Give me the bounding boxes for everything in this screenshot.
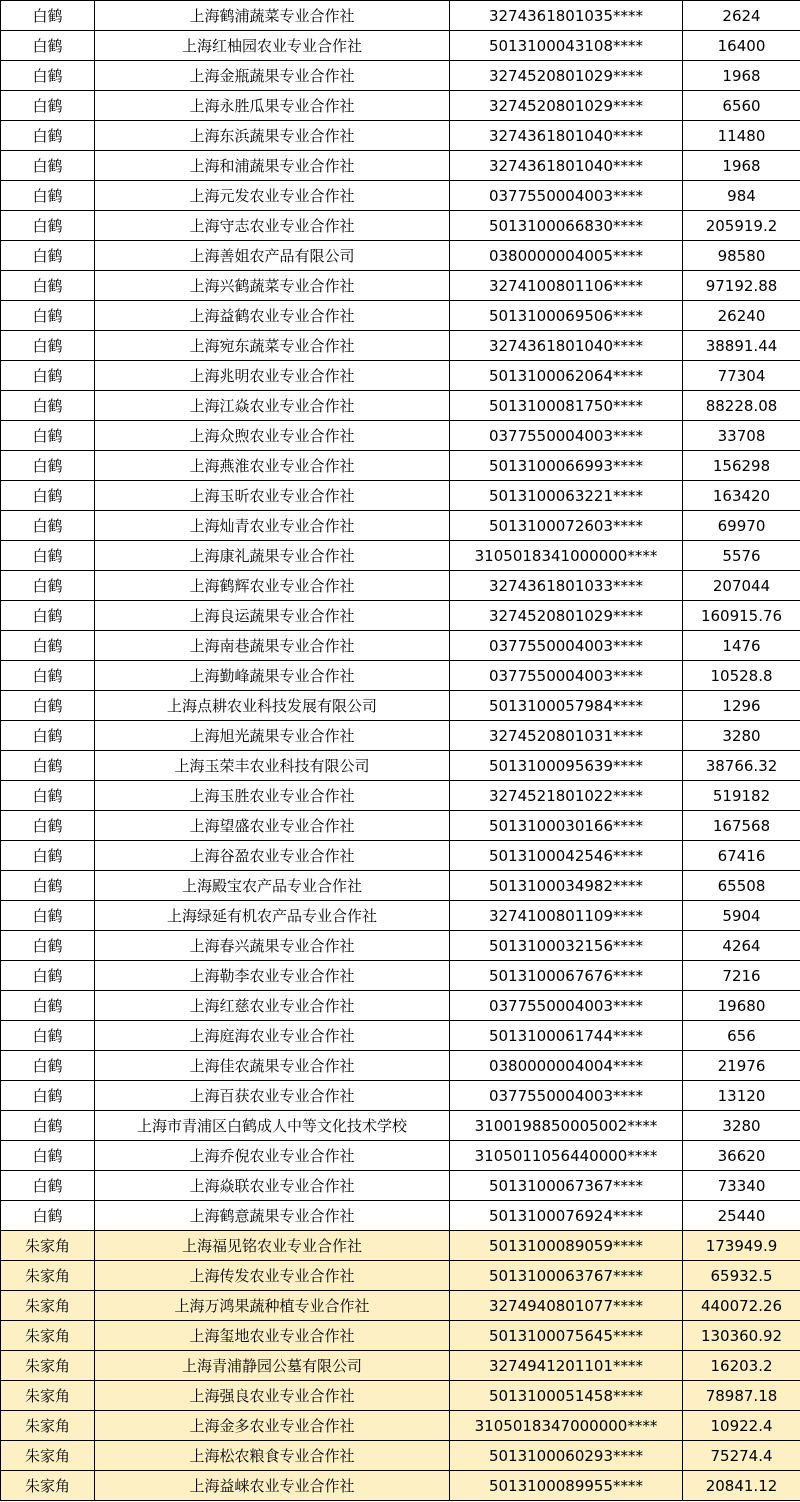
table-row — [1, 1171, 800, 1201]
account-cell: 3274361801035**** — [450, 1, 683, 31]
table-row — [1, 1471, 800, 1501]
amount-cell: 1476 — [683, 631, 800, 661]
amount-cell: 656 — [683, 1021, 800, 1051]
account-cell: 3105018341000000**** — [450, 541, 683, 571]
amount-cell: 78987.18 — [683, 1381, 800, 1411]
table-row — [1, 571, 800, 601]
account-cell: 5013100060293**** — [450, 1441, 683, 1471]
amount-cell: 3280 — [683, 721, 800, 751]
town-cell: 白鹤 — [1, 1, 95, 31]
amount-cell: 65508 — [683, 871, 800, 901]
account-cell: 0380000004004**** — [450, 1051, 683, 1081]
table-row — [1, 661, 800, 691]
table-row — [1, 841, 800, 871]
account-cell: 5013100066830**** — [450, 211, 683, 241]
town-cell: 白鹤 — [1, 481, 95, 511]
amount-cell: 77304 — [683, 361, 800, 391]
org-name-cell: 上海金多农业专业合作社 — [95, 1411, 450, 1441]
table-row — [1, 961, 800, 991]
table-row — [1, 271, 800, 301]
account-cell: 0380000004005**** — [450, 241, 683, 271]
table-row — [1, 721, 800, 751]
amount-cell: 984 — [683, 181, 800, 211]
town-cell: 白鹤 — [1, 691, 95, 721]
town-cell: 白鹤 — [1, 901, 95, 931]
account-cell: 3274521801022**** — [450, 781, 683, 811]
account-cell: 3274520801031**** — [450, 721, 683, 751]
account-cell: 5013100032156**** — [450, 931, 683, 961]
amount-cell: 36620 — [683, 1141, 800, 1171]
org-name-cell: 上海东浜蔬果专业合作社 — [95, 121, 450, 151]
account-cell: 5013100063767**** — [450, 1261, 683, 1291]
town-cell: 白鹤 — [1, 571, 95, 601]
amount-cell: 65932.5 — [683, 1261, 800, 1291]
town-cell: 白鹤 — [1, 811, 95, 841]
town-cell: 白鹤 — [1, 61, 95, 91]
amount-cell: 25440 — [683, 1201, 800, 1231]
table-row — [1, 1021, 800, 1051]
table-row — [1, 31, 800, 61]
org-name-cell: 上海百获农业专业合作社 — [95, 1081, 450, 1111]
org-name-cell: 上海玺地农业专业合作社 — [95, 1321, 450, 1351]
amount-cell: 67416 — [683, 841, 800, 871]
amount-cell: 13120 — [683, 1081, 800, 1111]
table-row — [1, 1, 800, 31]
table-row — [1, 811, 800, 841]
org-name-cell: 上海红柚园农业专业合作社 — [95, 31, 450, 61]
account-cell: 0377550004003**** — [450, 421, 683, 451]
org-name-cell: 上海灿青农业专业合作社 — [95, 511, 450, 541]
org-name-cell: 上海万鸿果蔬种植专业合作社 — [95, 1291, 450, 1321]
town-cell: 白鹤 — [1, 211, 95, 241]
account-cell: 3274361801040**** — [450, 121, 683, 151]
town-cell: 白鹤 — [1, 1141, 95, 1171]
table-row — [1, 61, 800, 91]
org-name-cell: 上海勒李农业专业合作社 — [95, 961, 450, 991]
table-row — [1, 1381, 800, 1411]
account-cell: 3100198850005002**** — [450, 1111, 683, 1141]
amount-cell: 167568 — [683, 811, 800, 841]
table-row — [1, 301, 800, 331]
town-cell: 白鹤 — [1, 361, 95, 391]
org-name-cell: 上海善姐农产品有限公司 — [95, 241, 450, 271]
town-cell: 白鹤 — [1, 661, 95, 691]
town-cell: 朱家角 — [1, 1441, 95, 1471]
account-cell: 3274940801077**** — [450, 1291, 683, 1321]
account-cell: 0377550004003**** — [450, 661, 683, 691]
amount-cell: 3280 — [683, 1111, 800, 1141]
org-name-cell: 上海红慈农业专业合作社 — [95, 991, 450, 1021]
town-cell: 白鹤 — [1, 1201, 95, 1231]
table-row — [1, 511, 800, 541]
account-cell: 3274100801106**** — [450, 271, 683, 301]
amount-cell: 440072.26 — [683, 1291, 800, 1321]
table-row — [1, 931, 800, 961]
town-cell: 白鹤 — [1, 541, 95, 571]
amount-cell: 207044 — [683, 571, 800, 601]
amount-cell: 11480 — [683, 121, 800, 151]
account-cell: 0377550004003**** — [450, 181, 683, 211]
org-name-cell: 上海南巷蔬果专业合作社 — [95, 631, 450, 661]
amount-cell: 97192.88 — [683, 271, 800, 301]
table-row — [1, 451, 800, 481]
town-cell: 白鹤 — [1, 601, 95, 631]
org-name-cell: 上海谷盈农业专业合作社 — [95, 841, 450, 871]
town-cell: 白鹤 — [1, 331, 95, 361]
town-cell: 白鹤 — [1, 931, 95, 961]
org-name-cell: 上海玉胜农业专业合作社 — [95, 781, 450, 811]
amount-cell: 19680 — [683, 991, 800, 1021]
account-cell: 5013100072603**** — [450, 511, 683, 541]
org-name-cell: 上海绿延有机农产品专业合作社 — [95, 901, 450, 931]
amount-cell: 33708 — [683, 421, 800, 451]
town-cell: 白鹤 — [1, 511, 95, 541]
town-cell: 白鹤 — [1, 421, 95, 451]
amount-cell: 2624 — [683, 1, 800, 31]
account-cell: 3274520801029**** — [450, 601, 683, 631]
org-name-cell: 上海鹤意蔬果专业合作社 — [95, 1201, 450, 1231]
org-name-cell: 上海兆明农业专业合作社 — [95, 361, 450, 391]
town-cell: 白鹤 — [1, 31, 95, 61]
account-cell: 5013100075645**** — [450, 1321, 683, 1351]
account-cell: 3274520801029**** — [450, 61, 683, 91]
org-name-cell: 上海青浦静园公墓有限公司 — [95, 1351, 450, 1381]
account-cell: 3274361801040**** — [450, 151, 683, 181]
town-cell: 朱家角 — [1, 1261, 95, 1291]
org-name-cell: 上海金瓶蔬果专业合作社 — [95, 61, 450, 91]
table-body — [1, 1, 800, 1501]
amount-cell: 26240 — [683, 301, 800, 331]
town-cell: 白鹤 — [1, 91, 95, 121]
amount-cell: 5904 — [683, 901, 800, 931]
org-name-cell: 上海佳农蔬果专业合作社 — [95, 1051, 450, 1081]
org-name-cell: 上海松农粮食专业合作社 — [95, 1441, 450, 1471]
org-name-cell: 上海鹤辉农业专业合作社 — [95, 571, 450, 601]
town-cell: 白鹤 — [1, 991, 95, 1021]
account-cell: 5013100067367**** — [450, 1171, 683, 1201]
table-row — [1, 481, 800, 511]
town-cell: 白鹤 — [1, 271, 95, 301]
town-cell: 白鹤 — [1, 721, 95, 751]
town-cell: 白鹤 — [1, 181, 95, 211]
org-name-cell: 上海福见铭农业专业合作社 — [95, 1231, 450, 1261]
account-cell: 5013100081750**** — [450, 391, 683, 421]
account-cell: 5013100063221**** — [450, 481, 683, 511]
account-cell: 5013100043108**** — [450, 31, 683, 61]
table-row — [1, 211, 800, 241]
town-cell: 朱家角 — [1, 1321, 95, 1351]
town-cell: 朱家角 — [1, 1381, 95, 1411]
org-name-cell: 上海旭光蔬果专业合作社 — [95, 721, 450, 751]
amount-cell: 98580 — [683, 241, 800, 271]
table-row — [1, 751, 800, 781]
table-row — [1, 991, 800, 1021]
account-cell: 3105018347000000**** — [450, 1411, 683, 1441]
town-cell: 朱家角 — [1, 1231, 95, 1261]
table-row — [1, 1081, 800, 1111]
table-row — [1, 1321, 800, 1351]
org-name-cell: 上海兴鹤蔬菜专业合作社 — [95, 271, 450, 301]
account-cell: 0377550004003**** — [450, 631, 683, 661]
org-name-cell: 上海永胜瓜果专业合作社 — [95, 91, 450, 121]
org-name-cell: 上海益崃农业专业合作社 — [95, 1471, 450, 1501]
table-row — [1, 151, 800, 181]
table-row — [1, 601, 800, 631]
town-cell: 白鹤 — [1, 151, 95, 181]
org-name-cell: 上海和浦蔬果专业合作社 — [95, 151, 450, 181]
org-name-cell: 上海江焱农业专业合作社 — [95, 391, 450, 421]
amount-cell: 10528.8 — [683, 661, 800, 691]
table-row — [1, 121, 800, 151]
org-name-cell: 上海玉荣丰农业科技有限公司 — [95, 751, 450, 781]
account-cell: 3274100801109**** — [450, 901, 683, 931]
amount-cell: 160915.76 — [683, 601, 800, 631]
account-cell: 5013100061744**** — [450, 1021, 683, 1051]
table-row — [1, 181, 800, 211]
town-cell: 白鹤 — [1, 391, 95, 421]
amount-cell: 20841.12 — [683, 1471, 800, 1501]
town-cell: 朱家角 — [1, 1411, 95, 1441]
org-name-cell: 上海宛东蔬菜专业合作社 — [95, 331, 450, 361]
amount-cell: 69970 — [683, 511, 800, 541]
amount-cell: 163420 — [683, 481, 800, 511]
amount-cell: 16400 — [683, 31, 800, 61]
table-row — [1, 1411, 800, 1441]
amount-cell: 6560 — [683, 91, 800, 121]
town-cell: 白鹤 — [1, 1171, 95, 1201]
amount-cell: 75274.4 — [683, 1441, 800, 1471]
org-name-cell: 上海众煦农业专业合作社 — [95, 421, 450, 451]
account-cell: 5013100089059**** — [450, 1231, 683, 1261]
amount-cell: 1296 — [683, 691, 800, 721]
town-cell: 白鹤 — [1, 781, 95, 811]
org-name-cell: 上海望盛农业专业合作社 — [95, 811, 450, 841]
town-cell: 白鹤 — [1, 301, 95, 331]
org-name-cell: 上海康礼蔬果专业合作社 — [95, 541, 450, 571]
town-cell: 白鹤 — [1, 751, 95, 781]
amount-cell: 205919.2 — [683, 211, 800, 241]
table-row — [1, 871, 800, 901]
town-cell: 白鹤 — [1, 961, 95, 991]
account-cell: 3274520801029**** — [450, 91, 683, 121]
table-row — [1, 1051, 800, 1081]
org-name-cell: 上海元发农业专业合作社 — [95, 181, 450, 211]
town-cell: 白鹤 — [1, 121, 95, 151]
account-cell: 5013100057984**** — [450, 691, 683, 721]
org-name-cell: 上海益鹤农业专业合作社 — [95, 301, 450, 331]
account-cell: 5013100095639**** — [450, 751, 683, 781]
amount-cell: 130360.92 — [683, 1321, 800, 1351]
account-cell: 5013100069506**** — [450, 301, 683, 331]
amount-cell: 173949.9 — [683, 1231, 800, 1261]
account-cell: 0377550004003**** — [450, 1081, 683, 1111]
amount-cell: 519182 — [683, 781, 800, 811]
org-name-cell: 上海殿宝农产品专业合作社 — [95, 871, 450, 901]
table-row — [1, 1201, 800, 1231]
town-cell: 朱家角 — [1, 1351, 95, 1381]
town-cell: 白鹤 — [1, 241, 95, 271]
town-cell: 白鹤 — [1, 451, 95, 481]
amount-cell: 1968 — [683, 61, 800, 91]
account-cell: 5013100034982**** — [450, 871, 683, 901]
table-row — [1, 1441, 800, 1471]
amount-cell: 156298 — [683, 451, 800, 481]
org-name-cell: 上海燕淮农业专业合作社 — [95, 451, 450, 481]
amount-cell: 38891.44 — [683, 331, 800, 361]
org-name-cell: 上海庭海农业专业合作社 — [95, 1021, 450, 1051]
org-name-cell: 上海玉昕农业专业合作社 — [95, 481, 450, 511]
table-row — [1, 241, 800, 271]
org-name-cell: 上海强良农业专业合作社 — [95, 1381, 450, 1411]
table-row — [1, 91, 800, 121]
account-cell: 5013100042546**** — [450, 841, 683, 871]
account-cell: 5013100089955**** — [450, 1471, 683, 1501]
town-cell: 白鹤 — [1, 841, 95, 871]
org-name-cell: 上海良运蔬果专业合作社 — [95, 601, 450, 631]
amount-cell: 5576 — [683, 541, 800, 571]
table-row — [1, 1261, 800, 1291]
amount-cell: 4264 — [683, 931, 800, 961]
org-name-cell: 上海焱联农业专业合作社 — [95, 1171, 450, 1201]
table-row — [1, 361, 800, 391]
account-cell: 5013100051458**** — [450, 1381, 683, 1411]
account-cell: 3105011056440000**** — [450, 1141, 683, 1171]
org-name-cell: 上海市青浦区白鹤成人中等文化技术学校 — [95, 1111, 450, 1141]
table-row — [1, 781, 800, 811]
town-cell: 白鹤 — [1, 1051, 95, 1081]
account-cell: 5013100030166**** — [450, 811, 683, 841]
town-cell: 朱家角 — [1, 1291, 95, 1321]
town-cell: 白鹤 — [1, 871, 95, 901]
org-name-cell: 上海鹤浦蔬菜专业合作社 — [95, 1, 450, 31]
account-cell: 3274361801033**** — [450, 571, 683, 601]
org-name-cell: 上海春兴蔬果专业合作社 — [95, 931, 450, 961]
table-row — [1, 1111, 800, 1141]
amount-cell: 1968 — [683, 151, 800, 181]
table-row — [1, 331, 800, 361]
amount-cell: 21976 — [683, 1051, 800, 1081]
table-row — [1, 901, 800, 931]
table-row — [1, 421, 800, 451]
org-name-cell: 上海传发农业专业合作社 — [95, 1261, 450, 1291]
amount-cell: 7216 — [683, 961, 800, 991]
account-cell: 3274941201101**** — [450, 1351, 683, 1381]
table-row — [1, 391, 800, 421]
amount-cell: 10922.4 — [683, 1411, 800, 1441]
amount-cell: 16203.2 — [683, 1351, 800, 1381]
table-row — [1, 1231, 800, 1261]
account-cell: 5013100067676**** — [450, 961, 683, 991]
town-cell: 白鹤 — [1, 631, 95, 661]
town-cell: 朱家角 — [1, 1471, 95, 1501]
org-name-cell: 上海守志农业专业合作社 — [95, 211, 450, 241]
town-cell: 白鹤 — [1, 1021, 95, 1051]
account-cell: 5013100076924**** — [450, 1201, 683, 1231]
org-name-cell: 上海勤峰蔬果专业合作社 — [95, 661, 450, 691]
table-row — [1, 691, 800, 721]
town-cell: 白鹤 — [1, 1111, 95, 1141]
table-row — [1, 541, 800, 571]
account-cell: 3274361801040**** — [450, 331, 683, 361]
org-name-cell: 上海乔倪农业专业合作社 — [95, 1141, 450, 1171]
org-name-cell: 上海点耕农业科技发展有限公司 — [95, 691, 450, 721]
table-row — [1, 631, 800, 661]
account-cell: 5013100066993**** — [450, 451, 683, 481]
amount-cell: 38766.32 — [683, 751, 800, 781]
amount-cell: 88228.08 — [683, 391, 800, 421]
table-row — [1, 1351, 800, 1381]
amount-cell: 73340 — [683, 1171, 800, 1201]
town-cell: 白鹤 — [1, 1081, 95, 1111]
table-row — [1, 1291, 800, 1321]
account-cell: 0377550004003**** — [450, 991, 683, 1021]
table-row — [1, 1141, 800, 1171]
account-cell: 5013100062064**** — [450, 361, 683, 391]
